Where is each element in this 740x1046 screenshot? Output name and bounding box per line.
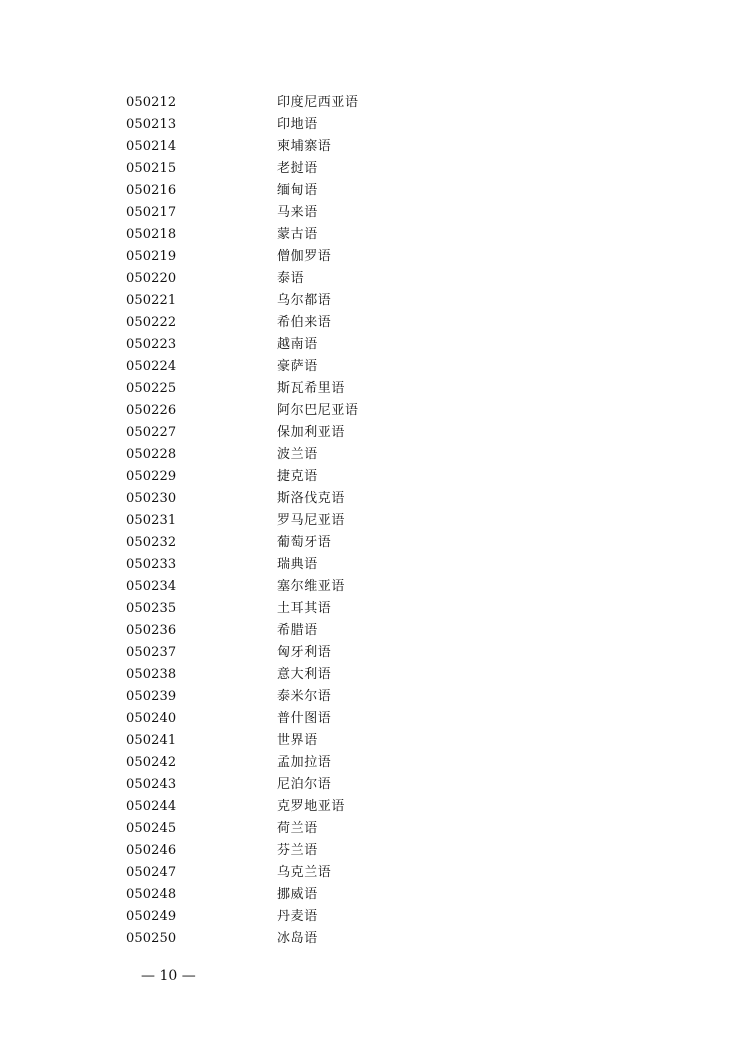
list-item — [126, 598, 626, 620]
list-item — [126, 686, 626, 708]
major-code: 050235 — [126, 601, 177, 616]
major-code: 050231 — [126, 513, 177, 528]
major-name: 老挝语 — [277, 161, 318, 176]
list-item — [126, 884, 626, 906]
major-name: 荷兰语 — [277, 821, 318, 836]
major-code: 050237 — [126, 645, 177, 660]
list-item — [126, 356, 626, 378]
major-code: 050218 — [126, 227, 177, 242]
major-name: 印地语 — [277, 117, 318, 132]
major-name: 蒙古语 — [277, 227, 318, 242]
major-code: 050226 — [126, 403, 177, 418]
major-name: 泰米尔语 — [277, 689, 332, 704]
major-name: 捷克语 — [277, 469, 318, 484]
major-code: 050245 — [126, 821, 177, 836]
list-item — [126, 862, 626, 884]
list-item — [126, 928, 626, 950]
major-name: 柬埔寨语 — [277, 139, 332, 154]
major-name: 克罗地亚语 — [277, 799, 346, 814]
major-name: 僧伽罗语 — [277, 249, 332, 264]
major-name: 普什图语 — [277, 711, 332, 726]
major-code: 050240 — [126, 711, 177, 726]
major-name: 世界语 — [277, 733, 318, 748]
major-code: 050227 — [126, 425, 177, 440]
major-name: 冰岛语 — [277, 931, 318, 946]
major-code: 050248 — [126, 887, 177, 902]
list-item — [126, 114, 626, 136]
major-code: 050241 — [126, 733, 177, 748]
major-code: 050220 — [126, 271, 177, 286]
major-name: 乌克兰语 — [277, 865, 332, 880]
page-number: — 10 — — [141, 968, 196, 984]
list-item — [126, 532, 626, 554]
list-item — [126, 268, 626, 290]
major-name: 保加利亚语 — [277, 425, 346, 440]
list-item — [126, 576, 626, 598]
major-name: 阿尔巴尼亚语 — [277, 403, 359, 418]
list-item — [126, 312, 626, 334]
major-code: 050229 — [126, 469, 177, 484]
list-item — [126, 466, 626, 488]
list-item — [126, 796, 626, 818]
list-item — [126, 334, 626, 356]
list-item — [126, 774, 626, 796]
major-code: 050213 — [126, 117, 177, 132]
major-name: 马来语 — [277, 205, 318, 220]
major-name: 泰语 — [277, 271, 305, 286]
major-code: 050212 — [126, 95, 177, 110]
major-name: 匈牙利语 — [277, 645, 332, 660]
list-item — [126, 906, 626, 928]
list-item — [126, 246, 626, 268]
major-code: 050217 — [126, 205, 177, 220]
major-code: 050244 — [126, 799, 177, 814]
list-item — [126, 818, 626, 840]
major-name: 斯瓦希里语 — [277, 381, 346, 396]
major-code: 050221 — [126, 293, 177, 308]
major-name: 希伯来语 — [277, 315, 332, 330]
major-code: 050228 — [126, 447, 177, 462]
major-code: 050247 — [126, 865, 177, 880]
major-code: 050239 — [126, 689, 177, 704]
list-item — [126, 422, 626, 444]
list-item — [126, 730, 626, 752]
major-list — [126, 92, 626, 950]
major-code: 050250 — [126, 931, 177, 946]
list-item — [126, 378, 626, 400]
list-item — [126, 444, 626, 466]
list-item — [126, 620, 626, 642]
major-code: 050214 — [126, 139, 177, 154]
major-name: 丹麦语 — [277, 909, 318, 924]
list-item — [126, 752, 626, 774]
list-item — [126, 708, 626, 730]
list-item — [126, 158, 626, 180]
major-code: 050234 — [126, 579, 177, 594]
list-item — [126, 840, 626, 862]
major-name: 乌尔都语 — [277, 293, 332, 308]
major-code: 050243 — [126, 777, 177, 792]
major-name: 缅甸语 — [277, 183, 318, 198]
major-code: 050246 — [126, 843, 177, 858]
major-code: 050233 — [126, 557, 177, 572]
major-code: 050232 — [126, 535, 177, 550]
major-name: 尼泊尔语 — [277, 777, 332, 792]
list-item — [126, 554, 626, 576]
major-code: 050219 — [126, 249, 177, 264]
major-code: 050238 — [126, 667, 177, 682]
major-code: 050222 — [126, 315, 177, 330]
major-name: 土耳其语 — [277, 601, 332, 616]
major-name: 孟加拉语 — [277, 755, 332, 770]
major-code: 050230 — [126, 491, 177, 506]
list-item — [126, 180, 626, 202]
major-code: 050225 — [126, 381, 177, 396]
list-item — [126, 92, 626, 114]
major-name: 豪萨语 — [277, 359, 318, 374]
major-name: 葡萄牙语 — [277, 535, 332, 550]
list-item — [126, 202, 626, 224]
major-name: 塞尔维亚语 — [277, 579, 346, 594]
list-item — [126, 224, 626, 246]
major-code: 050236 — [126, 623, 177, 638]
major-name: 瑞典语 — [277, 557, 318, 572]
major-name: 芬兰语 — [277, 843, 318, 858]
major-code: 050249 — [126, 909, 177, 924]
list-item — [126, 664, 626, 686]
major-code: 050224 — [126, 359, 177, 374]
major-name: 挪威语 — [277, 887, 318, 902]
list-item — [126, 400, 626, 422]
major-code: 050216 — [126, 183, 177, 198]
major-code: 050223 — [126, 337, 177, 352]
major-name: 越南语 — [277, 337, 318, 352]
major-name: 斯洛伐克语 — [277, 491, 346, 506]
list-item — [126, 488, 626, 510]
list-item — [126, 642, 626, 664]
list-item — [126, 290, 626, 312]
major-code: 050242 — [126, 755, 177, 770]
list-item — [126, 136, 626, 158]
list-item — [126, 510, 626, 532]
major-name: 波兰语 — [277, 447, 318, 462]
major-name: 罗马尼亚语 — [277, 513, 346, 528]
major-code: 050215 — [126, 161, 177, 176]
major-name: 希腊语 — [277, 623, 318, 638]
major-name: 意大利语 — [277, 667, 332, 682]
major-name: 印度尼西亚语 — [277, 95, 359, 110]
